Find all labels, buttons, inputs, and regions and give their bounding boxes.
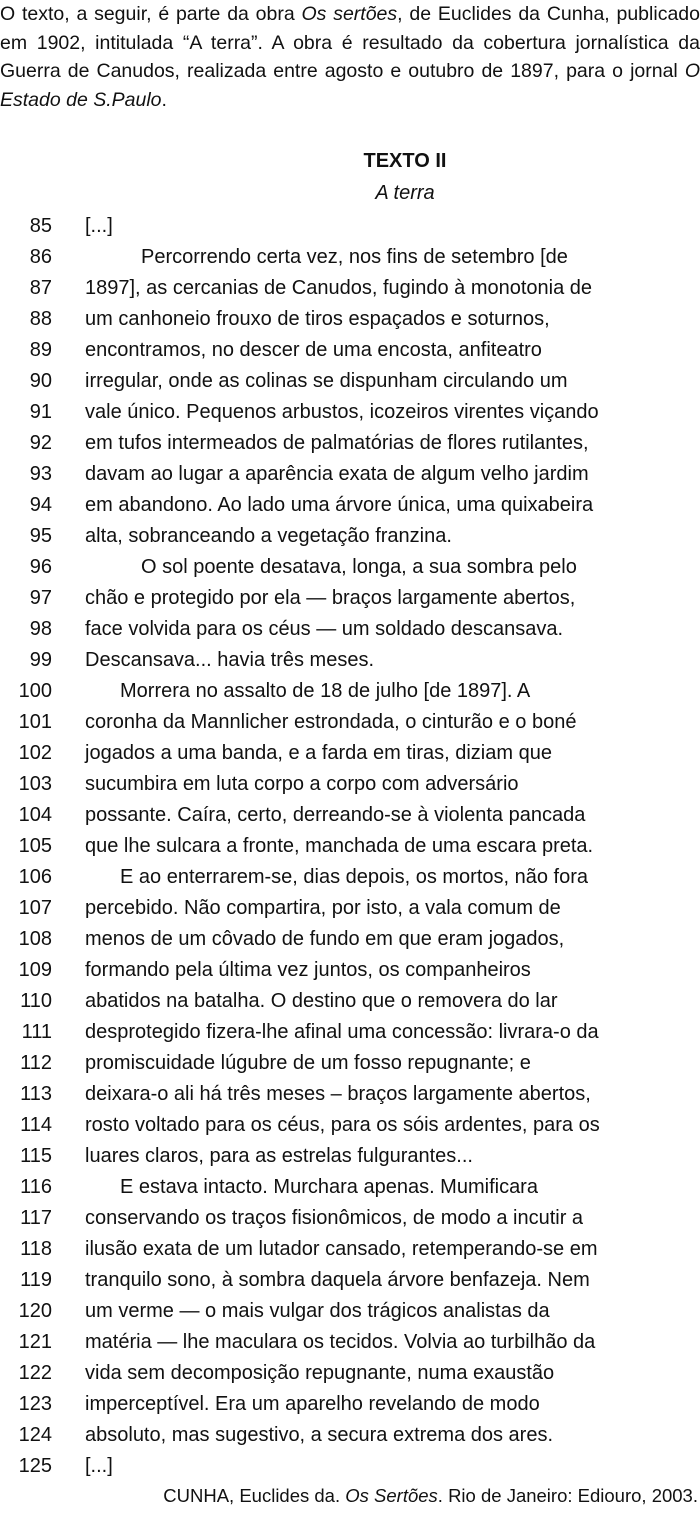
line-text: um canhoneio frouxo de tiros espaçados e soturnos,	[85, 308, 550, 330]
line-number: 125	[18, 1455, 52, 1477]
line-number: 101	[18, 711, 52, 733]
line-text: promiscuidade lúgubre de um fosso repugnante; e	[85, 1052, 531, 1074]
line-number: 100	[18, 680, 52, 702]
intro-newspaper-name: O Estado de S.Paulo	[0, 60, 700, 111]
citation	[163, 1485, 698, 1507]
citation-work-title: Os Sertões	[345, 1485, 438, 1506]
text-line	[0, 583, 700, 614]
line-text: matéria — lhe maculara os tecidos. Volvia ao turbilhão da	[85, 1331, 596, 1353]
line-text: 1897], as cercanias de Canudos, fugindo à monotonia de	[85, 277, 593, 299]
text-line	[0, 986, 700, 1017]
text-line	[0, 676, 700, 707]
line-number: 105	[18, 835, 52, 857]
line-text: percebido. Não compartira, por isto, a vala comum de	[85, 897, 561, 919]
line-text: [...]	[85, 215, 113, 237]
line-number: 108	[18, 928, 52, 950]
line-text: formando pela última vez juntos, os companheiros	[85, 959, 531, 981]
text-line	[0, 831, 700, 862]
line-number: 85	[29, 215, 52, 237]
line-number: 115	[20, 1145, 52, 1167]
line-number: 112	[20, 1052, 52, 1074]
intro-paragraph	[0, 0, 700, 114]
line-number: 110	[20, 990, 52, 1012]
text-line	[0, 1389, 700, 1420]
numbered-text-body	[0, 211, 700, 1482]
line-number: 89	[29, 339, 52, 361]
line-text: vale único. Pequenos arbustos, icozeiros virentes viçando	[85, 401, 599, 423]
line-text: E estava intacto. Murchara apenas. Mumificara	[120, 1176, 538, 1198]
line-number: 121	[18, 1331, 52, 1353]
line-text: encontramos, no descer de uma encosta, anfiteatro	[85, 339, 542, 361]
line-text: rosto voltado para os céus, para os sóis ardentes, para os	[85, 1114, 600, 1136]
text-line	[0, 1234, 700, 1265]
line-number: 113	[20, 1083, 52, 1105]
line-text: um verme — o mais vulgar dos trágicos analistas da	[85, 1300, 550, 1322]
text-line	[0, 1358, 700, 1389]
intro-text-end: .	[161, 88, 167, 111]
text-line	[0, 1172, 700, 1203]
line-text: E ao enterrarem-se, dias depois, os mortos, não fora	[120, 866, 589, 888]
text-line	[0, 955, 700, 986]
line-number: 120	[18, 1300, 52, 1322]
intro-text-start: O texto, a seguir, é parte da obra	[0, 3, 302, 25]
line-number: 118	[20, 1238, 52, 1260]
line-text: em tufos intermeados de palmatórias de flores rutilantes,	[85, 432, 589, 454]
text-heading: TEXTO II	[363, 150, 447, 172]
line-number: 109	[18, 959, 52, 981]
line-text: [...]	[85, 1455, 113, 1477]
line-text: Morrera no assalto de 18 de julho [de 1897]. A	[120, 680, 531, 702]
text-line	[0, 769, 700, 800]
text-line	[0, 459, 700, 490]
line-text: menos de um côvado de fundo em que eram jogados,	[85, 928, 565, 950]
text-line	[0, 707, 700, 738]
line-text: possante. Caíra, certo, derreando-se à violenta pancada	[85, 804, 586, 826]
line-number: 88	[29, 308, 52, 330]
line-number: 93	[29, 463, 52, 485]
line-number: 97	[29, 587, 52, 609]
line-number: 123	[18, 1393, 52, 1415]
text-line	[0, 645, 700, 676]
text-line	[0, 1296, 700, 1327]
line-number: 98	[29, 618, 52, 640]
line-number: 96	[29, 556, 52, 578]
line-text: Percorrendo certa vez, nos fins de setembro [de	[141, 246, 568, 268]
line-text: luares claros, para as estrelas fulgurantes...	[85, 1145, 473, 1167]
line-text: deixara-o ali há três meses – braços largamente abertos,	[85, 1083, 591, 1105]
text-line	[0, 490, 700, 521]
line-number: 116	[20, 1176, 52, 1198]
text-line	[0, 1141, 700, 1172]
line-number: 90	[29, 370, 52, 392]
line-number: 124	[18, 1424, 52, 1446]
text-line	[0, 366, 700, 397]
line-text: ilusão exata de um lutador cansado, retemperando-se em	[85, 1238, 598, 1260]
line-number: 104	[18, 804, 52, 826]
text-subtitle: A terra	[375, 182, 435, 204]
line-text: desprotegido fizera-lhe afinal uma concessão: livrara-o da	[85, 1021, 599, 1043]
text-line	[0, 614, 700, 645]
intro-text-middle: , de Euclides da Cunha, publicado em 1902, intitulada “A terra”. A obra é resultado da cobertura jornalística da Guerra de Canudos, realizada entre agosto e outubro de 1897, para o jornal	[0, 3, 700, 82]
text-line	[0, 1265, 700, 1296]
line-text: davam ao lugar a aparência exata de algum velho jardim	[85, 463, 589, 485]
line-number: 107	[18, 897, 52, 919]
line-text: O sol poente desatava, longa, a sua sombra pelo	[141, 556, 577, 578]
line-number: 106	[18, 866, 52, 888]
line-number: 99	[29, 649, 52, 671]
text-line	[0, 862, 700, 893]
line-text: tranquilo sono, à sombra daquela árvore benfazeja. Nem	[85, 1269, 590, 1291]
line-number: 114	[20, 1114, 52, 1136]
line-text: jogados a uma banda, e a farda em tiras, diziam que	[85, 742, 552, 764]
line-number: 95	[29, 525, 52, 547]
line-number: 111	[21, 1021, 52, 1043]
text-line	[0, 1420, 700, 1451]
text-line	[0, 552, 700, 583]
line-text: imperceptível. Era um aparelho revelando de modo	[85, 1393, 540, 1415]
text-line	[0, 800, 700, 831]
text-line	[0, 1079, 700, 1110]
text-line	[0, 1110, 700, 1141]
line-text: face volvida para os céus — um soldado descansava.	[85, 618, 564, 640]
text-line	[0, 242, 700, 273]
text-line	[0, 1017, 700, 1048]
text-line	[0, 397, 700, 428]
text-line	[0, 1451, 700, 1482]
text-line	[0, 211, 700, 242]
line-number: 86	[29, 246, 52, 268]
line-text: que lhe sulcara a fronte, manchada de uma escara preta.	[85, 835, 594, 857]
line-text: absoluto, mas sugestivo, a secura extrema dos ares.	[85, 1424, 554, 1446]
line-text: coronha da Mannlicher estrondada, o cinturão e o boné	[85, 711, 577, 733]
citation-author: CUNHA, Euclides da.	[163, 1485, 346, 1506]
text-line	[0, 273, 700, 304]
text-line	[0, 738, 700, 769]
line-text: conservando os traços fisionômicos, de modo a incutir a	[85, 1207, 584, 1229]
text-line	[0, 335, 700, 366]
line-text: chão e protegido por ela — braços largamente abertos,	[85, 587, 576, 609]
line-number: 91	[29, 401, 52, 423]
text-line	[0, 1327, 700, 1358]
line-number: 94	[29, 494, 52, 516]
text-line	[0, 521, 700, 552]
line-text: alta, sobranceando a vegetação franzina.	[85, 525, 452, 547]
line-number: 102	[18, 742, 52, 764]
line-number: 117	[20, 1207, 52, 1229]
text-line	[0, 1203, 700, 1234]
line-number: 103	[18, 773, 52, 795]
text-line	[0, 893, 700, 924]
line-text: em abandono. Ao lado uma árvore única, uma quixabeira	[85, 494, 594, 516]
text-line	[0, 924, 700, 955]
line-text: abatidos na batalha. O destino que o removera do lar	[85, 990, 558, 1012]
intro-work-title: Os sertões	[301, 3, 398, 25]
citation-publisher: . Rio de Janeiro: Ediouro, 2003.	[437, 1485, 698, 1506]
line-text: Descansava... havia três meses.	[85, 649, 375, 671]
line-text: vida sem decomposição repugnante, numa exaustão	[85, 1362, 555, 1384]
line-text: sucumbira em luta corpo a corpo com adversário	[85, 773, 519, 795]
line-text: irregular, onde as colinas se dispunham circulando um	[85, 370, 568, 392]
line-number: 122	[18, 1362, 52, 1384]
line-number: 92	[29, 432, 52, 454]
text-line	[0, 1048, 700, 1079]
text-line	[0, 304, 700, 335]
line-number: 87	[29, 277, 52, 299]
line-number: 119	[20, 1269, 52, 1291]
text-line	[0, 428, 700, 459]
